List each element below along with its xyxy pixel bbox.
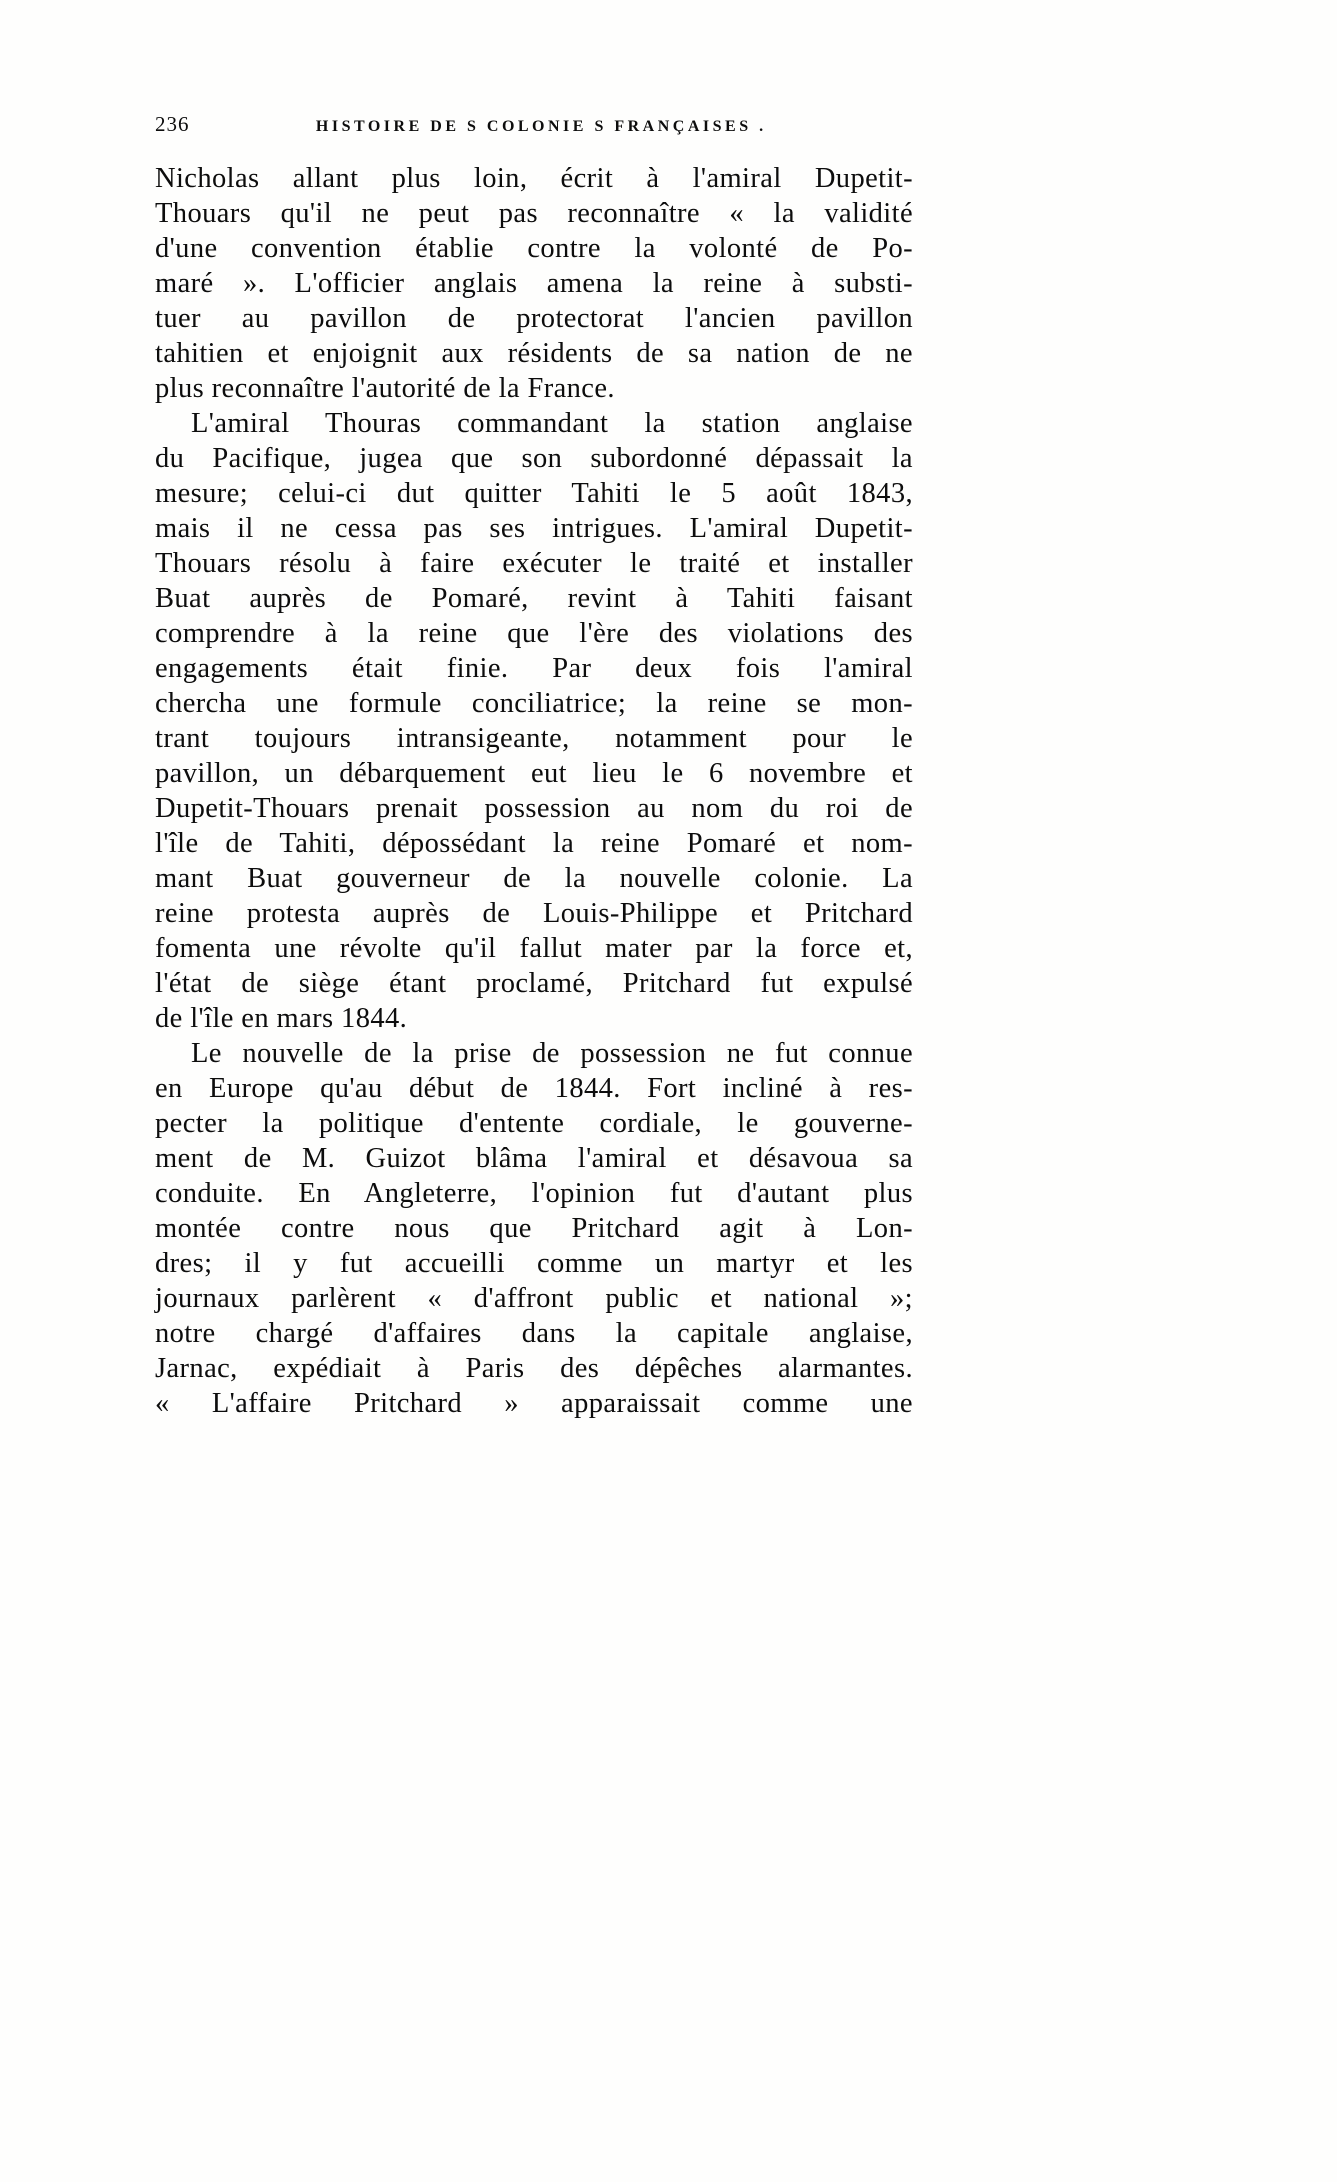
text-line: Buat auprès de Pomaré, revint à Tahiti faisant: [155, 583, 913, 614]
text-line: chercha une formule conciliatrice; la reine se mon-: [155, 688, 913, 719]
text-line: plus reconnaître l'autorité de la France.: [155, 373, 615, 404]
text-line: tuer au pavillon de protectorat l'ancien pavillon: [155, 303, 913, 334]
text-line: dres; il y fut accueilli comme un martyr et les: [155, 1248, 913, 1279]
text-line: montée contre nous que Pritchard agit à Lon-: [155, 1213, 913, 1244]
page-body: [155, 161, 913, 1421]
text-line: l'état de siège étant proclamé, Pritchard fut expulsé: [155, 968, 913, 999]
text-line: Thouars résolu à faire exécuter le traité et installer: [155, 548, 913, 579]
text-line: tahitien et enjoignit aux résidents de sa nation de ne: [155, 338, 913, 369]
text-line: conduite. En Angleterre, l'opinion fut d'autant plus: [155, 1178, 913, 1209]
text-line: du Pacifique, jugea que son subordonné dépassait la: [155, 443, 913, 474]
paragraph: [155, 1036, 913, 1421]
text-line: mesure; celui-ci dut quitter Tahiti le 5 août 1843,: [155, 478, 913, 509]
text-line: Le nouvelle de la prise de possession ne fut connue: [191, 1038, 913, 1069]
paragraph: [155, 161, 913, 406]
text-line: pecter la politique d'entente cordiale, le gouverne-: [155, 1108, 913, 1139]
text-line: reine protesta auprès de Louis-Philippe et Pritchard: [155, 898, 913, 929]
text-line: fomenta une révolte qu'il fallut mater par la force et,: [155, 933, 913, 964]
text-line: trant toujours intransigeante, notamment pour le: [155, 723, 913, 754]
text-line: ment de M. Guizot blâma l'amiral et désavoua sa: [155, 1143, 913, 1174]
text-line: « L'affaire Pritchard » apparaissait comme une: [155, 1388, 913, 1419]
text-line: d'une convention établie contre la volonté de Po-: [155, 233, 913, 264]
text-line: Jarnac, expédiait à Paris des dépêches alarmantes.: [155, 1353, 913, 1384]
text-line: notre chargé d'affaires dans la capitale anglaise,: [155, 1318, 913, 1349]
text-line: L'amiral Thouras commandant la station anglaise: [191, 408, 913, 439]
page-header: [155, 112, 913, 137]
text-line: Nicholas allant plus loin, écrit à l'amiral Dupetit-: [155, 163, 913, 194]
running-title: HISTOIRE DE S COLONIE S FRANÇAISES .: [315, 118, 767, 135]
page-content: [155, 112, 913, 1421]
text-line: en Europe qu'au début de 1844. Fort incliné à res-: [155, 1073, 913, 1104]
paragraph: [155, 406, 913, 1036]
text-line: pavillon, un débarquement eut lieu le 6 novembre et: [155, 758, 913, 789]
text-line: journaux parlèrent « d'affront public et national »;: [155, 1283, 913, 1314]
text-line: l'île de Tahiti, dépossédant la reine Pomaré et nom-: [155, 828, 913, 859]
text-line: comprendre à la reine que l'ère des violations des: [155, 618, 913, 649]
text-line: mais il ne cessa pas ses intrigues. L'amiral Dupetit-: [155, 513, 913, 544]
text-line: de l'île en mars 1844.: [155, 1003, 408, 1034]
text-line: maré ». L'officier anglais amena la reine à substi-: [155, 268, 913, 299]
text-line: Thouars qu'il ne peut pas reconnaître « la validité: [155, 198, 913, 229]
text-line: mant Buat gouverneur de la nouvelle colonie. La: [155, 863, 913, 894]
page-number: 236: [155, 112, 190, 136]
text-line: engagements était finie. Par deux fois l'amiral: [155, 653, 913, 684]
text-line: Dupetit-Thouars prenait possession au nom du roi de: [155, 793, 913, 824]
